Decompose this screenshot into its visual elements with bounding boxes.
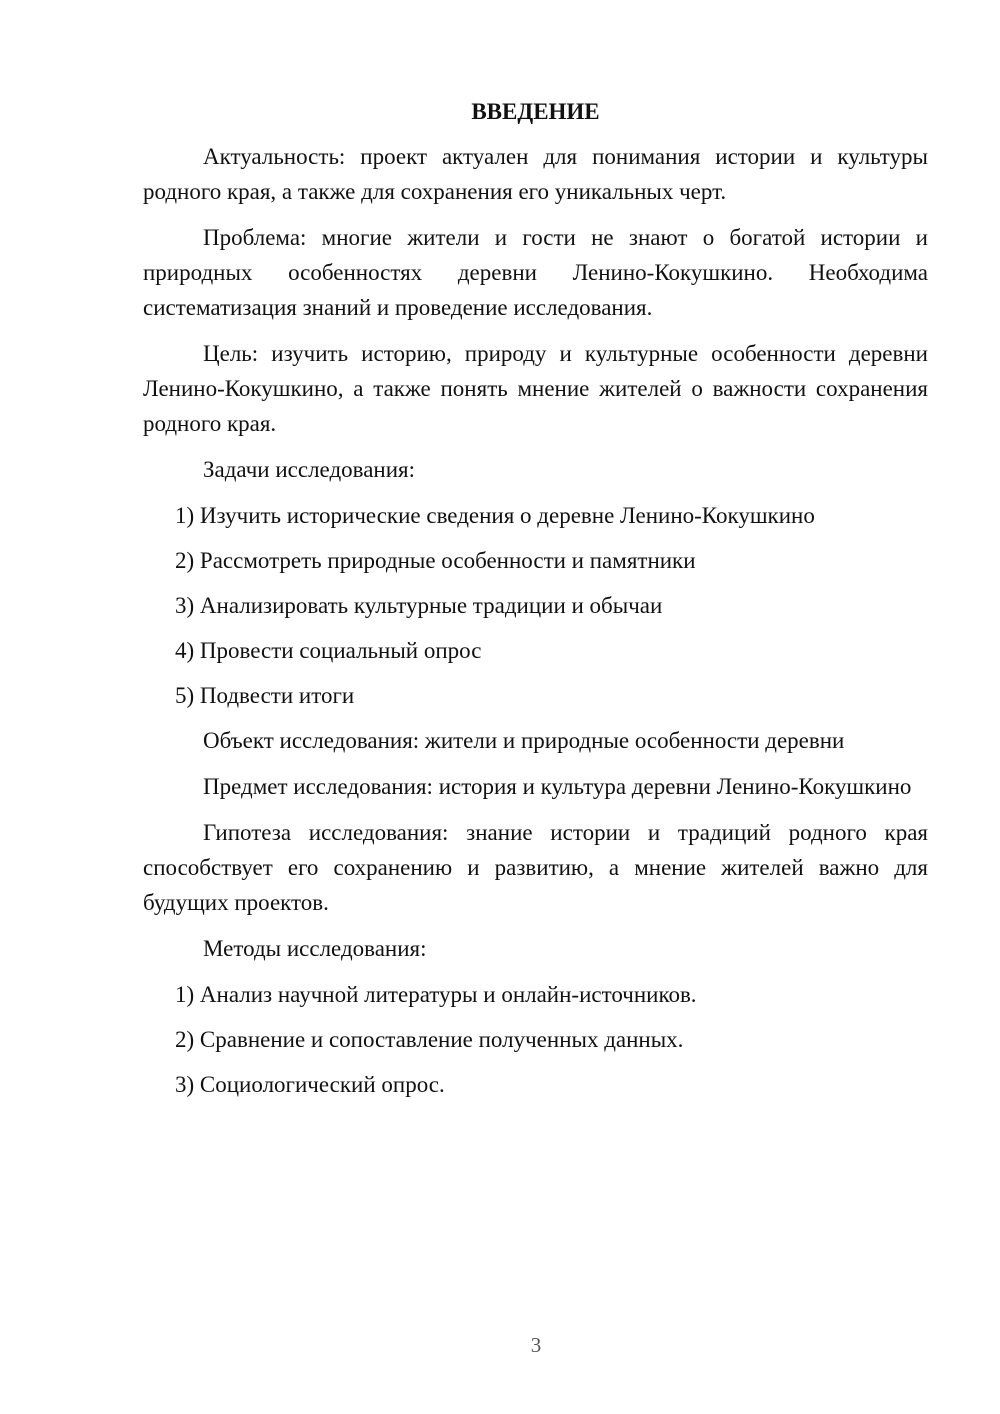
section-title: ВВЕДЕНИЕ	[471, 99, 600, 124]
list-item: 2) Сравнение и сопоставление полученных данных.	[175, 1027, 684, 1052]
goal-paragraph: Цель: изучить историю, природу и культурные особенности деревни Ленино-Кокушкино, а также понять мнение жителей о важности сохранения родного края.	[143, 341, 928, 436]
list-item: 3) Анализировать культурные традиции и обычаи	[175, 593, 663, 618]
list-item: 1) Изучить исторические сведения о деревне Ленино-Кокушкино	[175, 503, 815, 528]
relevance-paragraph: Актуальность: проект актуален для понимания истории и культуры родного края, а также для сохранения его уникальных черт.	[143, 144, 928, 204]
methods-heading: Методы исследования:	[203, 936, 427, 961]
list-item: 1) Анализ научной литературы и онлайн-источников.	[175, 982, 697, 1007]
tasks-list	[143, 498, 928, 713]
tasks-heading: Задачи исследования:	[203, 457, 416, 482]
page-number: 3	[530, 1333, 542, 1357]
list-item: 3) Социологический опрос.	[175, 1072, 445, 1097]
list-item: 5) Подвести итоги	[175, 683, 355, 708]
subject-paragraph: Предмет исследования: история и культура деревни Ленино-Кокушкино	[203, 774, 912, 799]
object-paragraph: Объект исследования: жители и природные особенности деревни	[203, 728, 845, 753]
list-item: 4) Провести социальный опрос	[175, 638, 482, 663]
list-item: 2) Рассмотреть природные особенности и памятники	[175, 548, 696, 573]
page-content	[143, 94, 928, 1112]
hypothesis-paragraph: Гипотеза исследования: знание истории и традиций родного края способствует его сохранению и развитию, а мнение жителей важно для будущих проектов.	[143, 820, 928, 915]
methods-list	[143, 977, 928, 1102]
problem-paragraph: Проблема: многие жители и гости не знают о богатой истории и природных особенностях деревни Ленино-Кокушкино. Необходима систематизация знаний и проведение исследования.	[143, 225, 928, 320]
